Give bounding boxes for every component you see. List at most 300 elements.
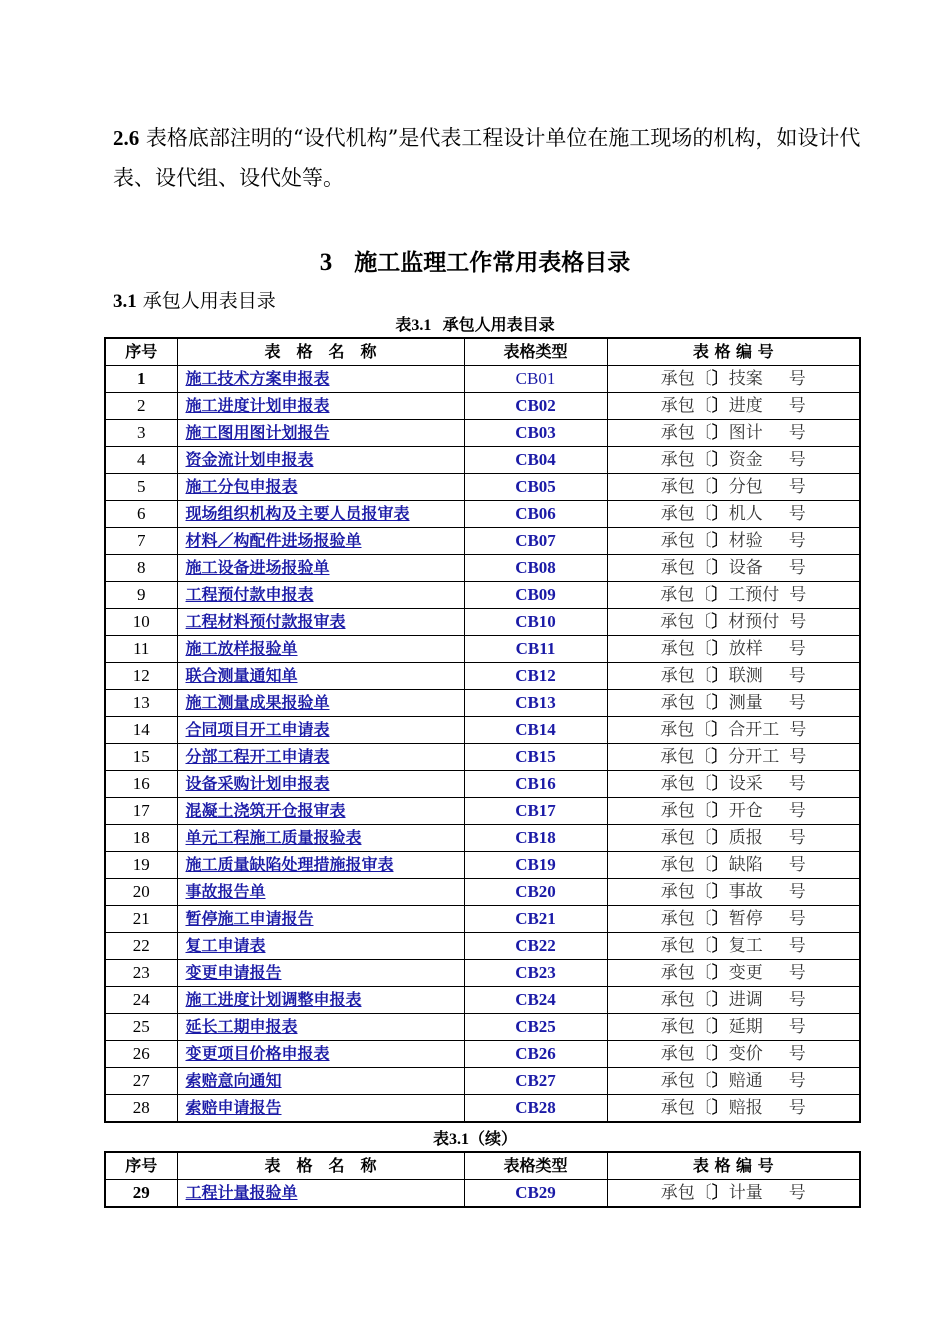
code-abbr: 放样	[728, 639, 763, 659]
row-number: 19	[105, 852, 177, 879]
code-prefix: 承包〔	[660, 612, 712, 632]
code-abbr: 机人	[728, 504, 763, 524]
form-name-cell	[177, 1041, 464, 1068]
row-number: 23	[105, 960, 177, 987]
form-type: CB07	[464, 528, 607, 555]
code-abbr: 变价	[728, 1044, 763, 1064]
code-prefix: 承包〔	[660, 720, 712, 740]
form-name-link[interactable]: 资金流计划申报表	[185, 450, 314, 469]
form-name-cell	[177, 798, 464, 825]
code-bracket-close: 〕	[711, 369, 729, 389]
form-name-link[interactable]: 复工申请表	[185, 936, 266, 955]
table-row	[105, 906, 860, 933]
row-number: 16	[105, 771, 177, 798]
form-name-cell	[177, 1014, 464, 1041]
code-bracket-close: 〕	[711, 531, 729, 551]
code-bracket-close: 〕	[711, 909, 729, 929]
code-suffix: 号	[788, 396, 806, 416]
intro-paragraph	[113, 118, 873, 198]
paragraph-number: 2.6	[113, 126, 140, 150]
form-name-cell	[177, 501, 464, 528]
code-bracket-close: 〕	[711, 558, 729, 578]
code-prefix: 承包〔	[660, 396, 712, 416]
row-number: 5	[105, 474, 177, 501]
form-name-link[interactable]: 施工图用图计划报告	[185, 423, 330, 442]
form-name-link[interactable]: 设备采购计划申报表	[185, 774, 330, 793]
table-caption-continued	[0, 1126, 950, 1149]
table-row	[105, 474, 860, 501]
row-number: 8	[105, 555, 177, 582]
table-row	[105, 1041, 860, 1068]
code-prefix: 承包〔	[660, 828, 712, 848]
code-suffix: 号	[789, 747, 807, 767]
form-type: CB09	[464, 582, 607, 609]
code-suffix: 号	[788, 1017, 806, 1037]
code-prefix: 承包〔	[660, 747, 712, 767]
form-name-cell	[177, 420, 464, 447]
table-caption	[0, 312, 950, 335]
code-abbr: 缺陷	[728, 855, 763, 875]
code-abbr: 复工	[728, 936, 763, 956]
table-row	[105, 393, 860, 420]
table-row	[105, 1068, 860, 1095]
code-suffix: 号	[788, 531, 806, 551]
form-type: CB02	[464, 393, 607, 420]
table-row	[105, 501, 860, 528]
section-heading	[113, 286, 276, 313]
form-type: CB11	[464, 636, 607, 663]
code-abbr: 计量	[728, 1183, 763, 1203]
form-name-link[interactable]: 施工进度计划申报表	[185, 396, 330, 415]
code-bracket-close: 〕	[711, 1183, 729, 1203]
form-code	[607, 987, 860, 1014]
code-abbr: 赔通	[728, 1071, 763, 1091]
code-suffix: 号	[788, 504, 806, 524]
code-bracket-close: 〕	[711, 504, 729, 524]
form-code	[607, 528, 860, 555]
code-abbr: 图计	[728, 423, 763, 443]
table-row	[105, 933, 860, 960]
form-name-cell	[177, 528, 464, 555]
form-code	[607, 1068, 860, 1095]
row-number: 22	[105, 933, 177, 960]
code-abbr: 分包	[728, 477, 763, 497]
form-code	[607, 798, 860, 825]
form-name-link[interactable]: 施工放样报验单	[185, 639, 298, 658]
form-name-link[interactable]: 合同项目开工申请表	[185, 720, 330, 739]
code-abbr: 合开工	[728, 720, 780, 740]
code-abbr: 材验	[728, 531, 763, 551]
form-code	[607, 960, 860, 987]
form-code	[607, 717, 860, 744]
form-name-link[interactable]: 索赔申请报告	[185, 1098, 282, 1117]
code-abbr: 技案	[728, 369, 763, 389]
form-code	[607, 474, 860, 501]
header-type: 表格类型	[464, 338, 607, 366]
form-name-link[interactable]: 单元工程施工质量报验表	[185, 828, 362, 847]
code-suffix: 号	[789, 612, 807, 632]
code-suffix: 号	[788, 1071, 806, 1091]
code-bracket-close: 〕	[711, 1098, 729, 1118]
row-number: 9	[105, 582, 177, 609]
code-abbr: 质报	[728, 828, 763, 848]
code-bracket-close: 〕	[711, 855, 729, 875]
code-prefix: 承包〔	[660, 585, 712, 605]
code-prefix: 承包〔	[660, 531, 712, 551]
form-type: CB19	[464, 852, 607, 879]
code-prefix: 承包〔	[660, 450, 712, 470]
code-suffix: 号	[788, 693, 806, 713]
form-type: CB06	[464, 501, 607, 528]
table-row	[105, 717, 860, 744]
form-code	[607, 555, 860, 582]
form-name-cell	[177, 555, 464, 582]
code-suffix: 号	[788, 450, 806, 470]
code-suffix: 号	[788, 1183, 806, 1203]
code-suffix: 号	[788, 990, 806, 1010]
row-number: 29	[105, 1180, 177, 1208]
code-abbr: 联测	[728, 666, 763, 686]
header-name: 表 格 名 称	[177, 1152, 464, 1180]
code-abbr: 进度	[728, 396, 763, 416]
code-bracket-close: 〕	[711, 693, 729, 713]
code-prefix: 承包〔	[660, 1017, 712, 1037]
form-name-cell	[177, 366, 464, 393]
code-prefix: 承包〔	[660, 693, 712, 713]
code-prefix: 承包〔	[660, 801, 712, 821]
form-name-link[interactable]: 分部工程开工申请表	[185, 747, 330, 766]
form-name-cell	[177, 636, 464, 663]
caption-title: 承包人用表目录	[442, 315, 555, 334]
section-title: 承包人用表目录	[136, 290, 276, 312]
table-row	[105, 636, 860, 663]
form-code	[607, 393, 860, 420]
code-abbr: 设备	[728, 558, 763, 578]
code-prefix: 承包〔	[660, 504, 712, 524]
code-suffix: 号	[788, 1098, 806, 1118]
code-suffix: 号	[788, 855, 806, 875]
form-code	[607, 447, 860, 474]
form-type: CB03	[464, 420, 607, 447]
form-name-cell	[177, 717, 464, 744]
form-name-link[interactable]: 施工测量成果报验单	[185, 693, 330, 712]
code-bracket-close: 〕	[711, 639, 729, 659]
code-bracket-close: 〕	[711, 585, 729, 605]
form-name-cell	[177, 1068, 464, 1095]
code-bracket-close: 〕	[711, 828, 729, 848]
table-row	[105, 420, 860, 447]
form-type: CB28	[464, 1095, 607, 1123]
form-name-link[interactable]: 材料／构配件进场报验单	[185, 531, 362, 550]
code-prefix: 承包〔	[660, 936, 712, 956]
table-row	[105, 825, 860, 852]
row-number: 28	[105, 1095, 177, 1123]
code-abbr: 设采	[728, 774, 763, 794]
code-suffix: 号	[788, 1044, 806, 1064]
form-name-link[interactable]: 施工质量缺陷处理措施报审表	[185, 855, 394, 874]
form-name-cell	[177, 663, 464, 690]
form-type: CB25	[464, 1014, 607, 1041]
code-prefix: 承包〔	[660, 963, 712, 983]
form-name-cell	[177, 933, 464, 960]
table-row	[105, 1180, 860, 1208]
code-bracket-close: 〕	[711, 1071, 729, 1091]
form-name-link[interactable]: 变更项目价格申报表	[185, 1044, 330, 1063]
row-number: 6	[105, 501, 177, 528]
code-prefix: 承包〔	[660, 558, 712, 578]
table-row	[105, 366, 860, 393]
code-abbr: 分开工	[728, 747, 780, 767]
table-row	[105, 1095, 860, 1123]
header-type: 表格类型	[464, 1152, 607, 1180]
form-code	[607, 879, 860, 906]
code-suffix: 号	[788, 423, 806, 443]
code-abbr: 延期	[728, 1017, 763, 1037]
form-name-cell	[177, 393, 464, 420]
code-bracket-close: 〕	[711, 396, 729, 416]
code-suffix: 号	[789, 585, 807, 605]
caption-number: 3.1	[411, 317, 432, 334]
code-prefix: 承包〔	[660, 423, 712, 443]
header-no: 序号	[105, 338, 177, 366]
form-type: CB05	[464, 474, 607, 501]
form-type: CB13	[464, 690, 607, 717]
code-prefix: 承包〔	[660, 855, 712, 875]
code-prefix: 承包〔	[660, 369, 712, 389]
code-abbr: 暂停	[728, 909, 763, 929]
table-row	[105, 1014, 860, 1041]
header-name: 表 格 名 称	[177, 338, 464, 366]
form-type: CB20	[464, 879, 607, 906]
chapter-title: 施工监理工作常用表格目录	[354, 250, 631, 276]
form-code	[607, 420, 860, 447]
form-name-cell	[177, 582, 464, 609]
form-code	[607, 690, 860, 717]
form-code	[607, 1041, 860, 1068]
code-suffix: 号	[788, 369, 806, 389]
form-code	[607, 663, 860, 690]
code-bracket-close: 〕	[711, 666, 729, 686]
code-bracket-close: 〕	[711, 612, 729, 632]
form-type: CB08	[464, 555, 607, 582]
form-code	[607, 825, 860, 852]
code-prefix: 承包〔	[660, 477, 712, 497]
row-number: 20	[105, 879, 177, 906]
code-suffix: 号	[788, 882, 806, 902]
row-number: 17	[105, 798, 177, 825]
code-suffix: 号	[788, 936, 806, 956]
code-bracket-close: 〕	[711, 450, 729, 470]
code-suffix: 号	[788, 828, 806, 848]
form-name-link[interactable]: 现场组织机构及主要人员报审表	[185, 504, 410, 523]
code-bracket-close: 〕	[711, 801, 729, 821]
form-type: CB15	[464, 744, 607, 771]
code-suffix: 号	[789, 720, 807, 740]
code-suffix: 号	[788, 639, 806, 659]
table-header-row	[105, 338, 860, 366]
row-number: 3	[105, 420, 177, 447]
form-code	[607, 609, 860, 636]
form-name-cell	[177, 690, 464, 717]
form-name-link[interactable]: 联合测量通知单	[185, 666, 298, 685]
code-bracket-close: 〕	[711, 720, 729, 740]
code-abbr: 测量	[728, 693, 763, 713]
code-suffix: 号	[788, 801, 806, 821]
table-row	[105, 690, 860, 717]
row-number: 18	[105, 825, 177, 852]
row-number: 11	[105, 636, 177, 663]
form-name-cell	[177, 744, 464, 771]
table-row	[105, 987, 860, 1014]
table-row	[105, 528, 860, 555]
contractor-forms-table	[104, 337, 861, 1123]
section-number: 3.1	[113, 291, 137, 312]
form-name-link[interactable]: 延长工期申报表	[185, 1017, 298, 1036]
form-code	[607, 636, 860, 663]
code-bracket-close: 〕	[711, 963, 729, 983]
row-number: 25	[105, 1014, 177, 1041]
code-abbr: 进调	[728, 990, 763, 1010]
form-name-cell	[177, 987, 464, 1014]
form-type: CB12	[464, 663, 607, 690]
form-type: CB18	[464, 825, 607, 852]
code-abbr: 赔报	[728, 1098, 763, 1118]
row-number: 24	[105, 987, 177, 1014]
caption-suffix: （续）	[469, 1129, 518, 1148]
table-row	[105, 555, 860, 582]
form-name-link[interactable]: 工程计量报验单	[185, 1183, 298, 1202]
form-name-cell	[177, 960, 464, 987]
form-name-link[interactable]: 施工设备进场报验单	[185, 558, 330, 577]
row-number: 15	[105, 744, 177, 771]
form-code	[607, 744, 860, 771]
form-name-link[interactable]: 工程预付款申报表	[185, 585, 314, 604]
code-abbr: 开仓	[728, 801, 763, 821]
contractor-forms-table-continued	[104, 1151, 861, 1208]
code-prefix: 承包〔	[660, 639, 712, 659]
code-bracket-close: 〕	[711, 990, 729, 1010]
table-row	[105, 771, 860, 798]
code-abbr: 事故	[728, 882, 763, 902]
code-bracket-close: 〕	[711, 774, 729, 794]
form-name-link[interactable]: 变更申请报告	[185, 963, 282, 982]
form-name-link[interactable]: 混凝土浇筑开仓报审表	[185, 801, 346, 820]
form-type: CB17	[464, 798, 607, 825]
form-type: CB01	[464, 366, 607, 393]
code-suffix: 号	[788, 909, 806, 929]
table-row	[105, 879, 860, 906]
code-abbr: 材预付	[728, 612, 780, 632]
chapter-number: 3	[319, 249, 333, 276]
form-name-link[interactable]: 索赔意向通知	[185, 1071, 282, 1090]
code-prefix: 承包〔	[660, 882, 712, 902]
code-prefix: 承包〔	[660, 990, 712, 1010]
form-type: CB10	[464, 609, 607, 636]
form-type: CB27	[464, 1068, 607, 1095]
table-row	[105, 744, 860, 771]
form-name-link[interactable]: 施工进度计划调整申报表	[185, 990, 362, 1009]
header-no: 序号	[105, 1152, 177, 1180]
form-code	[607, 1180, 860, 1208]
form-code	[607, 1095, 860, 1123]
form-name-link[interactable]: 工程材料预付款报审表	[185, 612, 346, 631]
form-name-link[interactable]: 事故报告单	[185, 882, 266, 901]
code-suffix: 号	[788, 477, 806, 497]
code-bracket-close: 〕	[711, 936, 729, 956]
form-type: CB04	[464, 447, 607, 474]
form-code	[607, 582, 860, 609]
form-name-link[interactable]: 暂停施工申请报告	[185, 909, 314, 928]
form-name-link[interactable]: 施工技术方案申报表	[185, 369, 330, 388]
form-code	[607, 933, 860, 960]
code-abbr: 资金	[728, 450, 763, 470]
chapter-heading	[0, 244, 950, 277]
code-abbr: 工预付	[728, 585, 780, 605]
row-number: 7	[105, 528, 177, 555]
table-row	[105, 798, 860, 825]
form-name-cell	[177, 1095, 464, 1123]
form-name-cell	[177, 879, 464, 906]
code-bracket-close: 〕	[711, 1017, 729, 1037]
code-prefix: 承包〔	[660, 1098, 712, 1118]
form-code	[607, 366, 860, 393]
row-number: 1	[105, 366, 177, 393]
header-code: 表 格 编 号	[607, 1152, 860, 1180]
row-number: 27	[105, 1068, 177, 1095]
table-row	[105, 447, 860, 474]
form-name-cell	[177, 474, 464, 501]
row-number: 4	[105, 447, 177, 474]
form-type: CB24	[464, 987, 607, 1014]
row-number: 10	[105, 609, 177, 636]
form-code	[607, 1014, 860, 1041]
code-prefix: 承包〔	[660, 666, 712, 686]
code-prefix: 承包〔	[660, 1071, 712, 1091]
table-row	[105, 609, 860, 636]
row-number: 21	[105, 906, 177, 933]
code-bracket-close: 〕	[711, 477, 729, 497]
form-name-cell	[177, 447, 464, 474]
form-name-cell	[177, 609, 464, 636]
form-type: CB21	[464, 906, 607, 933]
form-code	[607, 852, 860, 879]
form-type: CB16	[464, 771, 607, 798]
code-prefix: 承包〔	[660, 1044, 712, 1064]
row-number: 12	[105, 663, 177, 690]
code-abbr: 变更	[728, 963, 763, 983]
form-type: CB14	[464, 717, 607, 744]
table-row	[105, 960, 860, 987]
row-number: 14	[105, 717, 177, 744]
form-type: CB22	[464, 933, 607, 960]
form-name-cell	[177, 906, 464, 933]
form-type: CB23	[464, 960, 607, 987]
form-name-cell	[177, 1180, 464, 1208]
form-name-cell	[177, 825, 464, 852]
caption-prefix: 表	[395, 315, 412, 334]
form-type: CB29	[464, 1180, 607, 1208]
table-row	[105, 582, 860, 609]
code-suffix: 号	[788, 774, 806, 794]
code-suffix: 号	[788, 963, 806, 983]
table-row	[105, 852, 860, 879]
form-name-link[interactable]: 施工分包申报表	[185, 477, 298, 496]
caption-prefix: 表	[432, 1129, 449, 1148]
form-code	[607, 906, 860, 933]
form-name-cell	[177, 852, 464, 879]
code-bracket-close: 〕	[711, 882, 729, 902]
code-prefix: 承包〔	[660, 1183, 712, 1203]
